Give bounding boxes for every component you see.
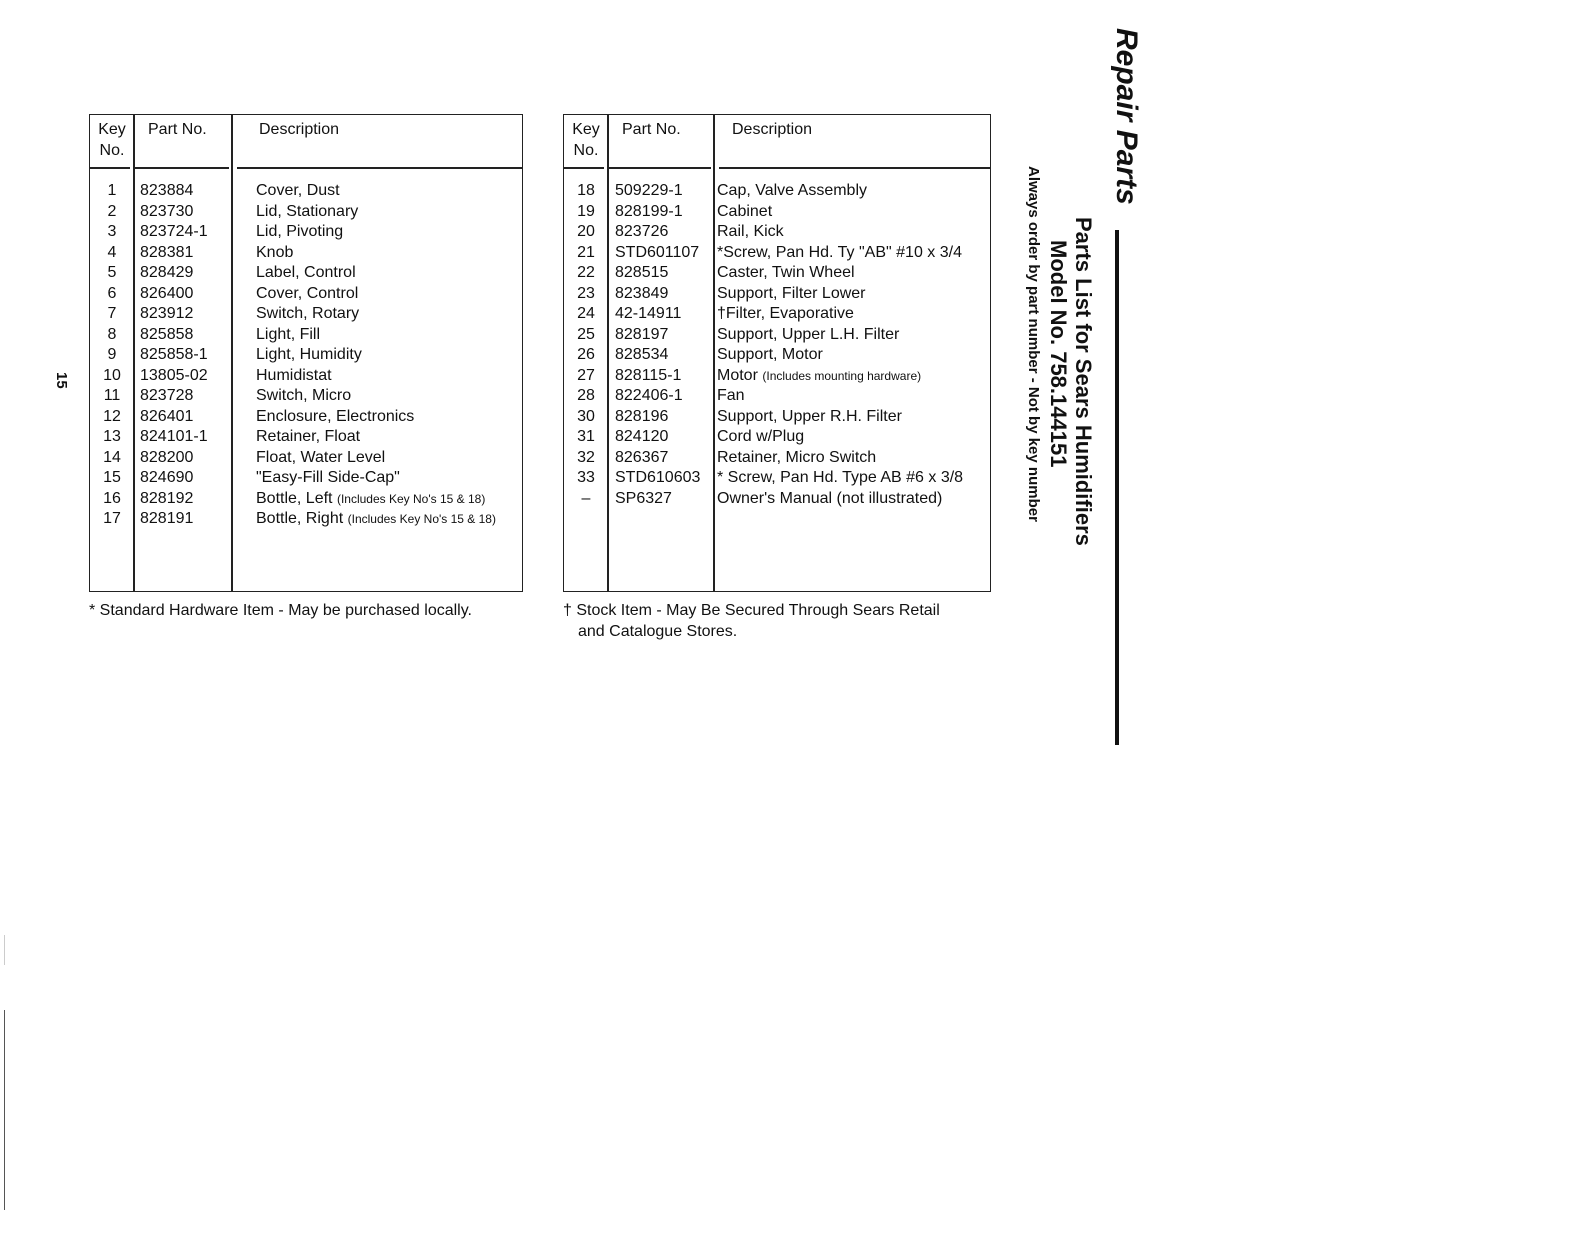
table-row — [90, 365, 522, 386]
table-row — [564, 283, 990, 304]
part-no: 822406-1 — [615, 387, 683, 404]
part-no: 824101-1 — [140, 428, 208, 445]
part-no: 13805-02 — [140, 366, 208, 384]
part-no: 828515 — [615, 264, 669, 281]
description — [717, 344, 823, 365]
part-no: 826400 — [140, 284, 194, 302]
table-row — [90, 344, 522, 365]
part-no: 823912 — [140, 305, 194, 322]
key-no: 1 — [107, 182, 117, 199]
description-text: Light, Fill — [256, 325, 321, 343]
key-no: 30 — [577, 407, 595, 425]
table-row — [90, 303, 522, 324]
key-no-header: Key No. — [572, 121, 600, 159]
description-text: Rail, Kick — [717, 223, 784, 240]
key-no: 17 — [103, 510, 121, 527]
table-row — [564, 365, 990, 386]
description-text: Retainer, Micro Switch — [717, 448, 877, 466]
key-no: 4 — [107, 243, 117, 261]
description — [256, 365, 332, 386]
description-text: Support, Motor — [717, 346, 823, 363]
description — [256, 426, 360, 447]
description — [717, 201, 772, 222]
description — [717, 406, 902, 427]
table-row — [564, 242, 990, 263]
key-no: 7 — [107, 305, 117, 322]
table-row — [90, 385, 522, 406]
description-text: Label, Control — [256, 264, 356, 281]
description — [256, 406, 414, 427]
table-row — [90, 262, 522, 283]
description — [717, 242, 962, 263]
key-no: 15 — [103, 469, 121, 486]
model-number: Model No. 758.144151 — [1046, 240, 1071, 468]
key-no: 2 — [107, 202, 117, 220]
table-row — [90, 508, 522, 529]
description-text: Retainer, Float — [256, 428, 361, 445]
description-text: Humidistat — [256, 366, 332, 384]
table-row — [90, 426, 522, 447]
part-no-header: Part No. — [148, 121, 207, 138]
key-no: 20 — [577, 223, 595, 240]
table-row — [90, 242, 522, 263]
description-note: (Includes Key No's 15 & 18) — [336, 491, 486, 506]
description-text: "Easy-Fill Side-Cap" — [256, 469, 400, 486]
table-row — [564, 262, 990, 283]
description-text: Support, Upper L.H. Filter — [717, 325, 900, 343]
description — [717, 467, 963, 488]
part-no: 824120 — [615, 428, 669, 445]
key-no: 5 — [107, 264, 117, 281]
margin-mark — [4, 1010, 5, 1210]
part-no: 828115-1 — [615, 366, 682, 384]
description — [256, 303, 359, 324]
subtitle: Parts List for Sears Humidifiers — [1071, 217, 1096, 546]
description — [717, 221, 784, 242]
description — [717, 303, 854, 324]
part-no: 828197 — [615, 325, 669, 343]
description-note: (Includes mounting hardware) — [762, 368, 922, 383]
description-header: Description — [732, 121, 813, 138]
key-no: 27 — [577, 366, 595, 384]
description — [256, 508, 496, 530]
part-no: 828191 — [140, 510, 194, 527]
part-no: STD601107 — [615, 243, 700, 261]
description-text: * Screw, Pan Hd. Type AB #6 x 3/8 — [717, 469, 964, 486]
right-parts-table — [563, 114, 991, 592]
footnote-standard-hardware: * Standard Hardware Item - May be purchased locally. — [89, 602, 472, 619]
part-no: 828192 — [140, 489, 194, 507]
table-row — [564, 324, 990, 345]
part-no-header: Part No. — [622, 121, 681, 138]
part-no: STD610603 — [615, 469, 701, 486]
key-no: 33 — [577, 469, 595, 486]
table-row — [564, 467, 990, 488]
description-text: Support, Filter Lower — [717, 284, 866, 302]
description — [717, 365, 921, 387]
table-row — [90, 201, 522, 222]
key-no: 22 — [577, 264, 595, 281]
order-note: Always order by part number - Not by key number — [1025, 166, 1042, 522]
description-text: Fan — [717, 387, 745, 404]
description-note: (Includes Key No's 15 & 18) — [347, 512, 496, 526]
table-row — [90, 467, 522, 488]
table-row — [90, 324, 522, 345]
description-text: Owner's Manual (not illustrated) — [717, 489, 943, 507]
key-no: 24 — [577, 305, 595, 322]
description-text: Caster, Twin Wheel — [717, 264, 855, 281]
table-row — [564, 385, 990, 406]
description — [256, 180, 340, 201]
table-row — [90, 283, 522, 304]
table-row — [564, 406, 990, 427]
key-no: 8 — [107, 325, 117, 343]
part-no: 825858 — [140, 325, 194, 343]
left-parts-table — [89, 114, 523, 592]
description-text: Cord w/Plug — [717, 428, 805, 445]
key-no: 9 — [107, 346, 117, 363]
description-text: Lid, Pivoting — [256, 223, 344, 240]
footnote-stock-item-cont: and Catalogue Stores. — [578, 623, 738, 640]
part-no: 824690 — [140, 469, 194, 486]
section-title: Repair Parts — [1110, 28, 1143, 205]
description — [256, 447, 385, 468]
table-row — [564, 221, 990, 242]
margin-mark — [4, 935, 5, 965]
key-no: 28 — [577, 387, 595, 404]
description-text: Switch, Micro — [256, 387, 352, 404]
description-text: Enclosure, Electronics — [256, 407, 415, 425]
part-no: 823730 — [140, 202, 194, 220]
part-no: 823726 — [615, 223, 669, 240]
part-no: 42-14911 — [615, 305, 682, 322]
table-row — [564, 426, 990, 447]
part-no: 828200 — [140, 448, 194, 466]
part-no: 828199-1 — [615, 202, 683, 220]
table-row — [90, 406, 522, 427]
description-text: Knob — [256, 243, 294, 261]
key-no: 12 — [103, 407, 121, 425]
description-text: Motor — [717, 366, 758, 384]
part-no: 823849 — [615, 284, 669, 302]
description — [717, 324, 899, 345]
key-no: 16 — [103, 489, 121, 507]
description — [256, 262, 356, 283]
description — [717, 447, 876, 468]
table-row — [564, 447, 990, 468]
description-text: Cover, Control — [256, 284, 359, 302]
key-no: – — [581, 489, 591, 507]
key-no: 25 — [577, 325, 595, 343]
description — [717, 283, 866, 304]
table-row — [90, 447, 522, 468]
key-no: 11 — [103, 387, 121, 404]
description — [256, 385, 351, 406]
key-no: 32 — [577, 448, 595, 466]
part-no: 825858-1 — [140, 346, 208, 363]
part-no: 828381 — [140, 243, 194, 261]
table-row — [90, 221, 522, 242]
description — [256, 201, 358, 222]
part-no: 826401 — [140, 407, 194, 425]
key-no-header: Key No. — [98, 121, 126, 159]
description-text: Bottle, Right — [256, 510, 344, 527]
part-no: 509229-1 — [615, 182, 683, 199]
key-no: 18 — [577, 182, 595, 199]
description-text: Switch, Rotary — [256, 305, 360, 322]
key-no: 26 — [577, 346, 595, 363]
description — [256, 324, 320, 345]
description — [717, 426, 804, 447]
table-row — [564, 488, 990, 509]
description-text: †Filter, Evaporative — [717, 305, 854, 322]
table-row — [564, 201, 990, 222]
part-no: 828196 — [615, 407, 669, 425]
description — [717, 180, 867, 201]
key-no: 6 — [107, 284, 117, 302]
description-text: Support, Upper R.H. Filter — [717, 407, 902, 425]
description — [717, 385, 745, 406]
part-no: 828429 — [140, 264, 194, 281]
description-header: Description — [259, 121, 340, 138]
description-text: Light, Humidity — [256, 346, 362, 363]
description-text: Lid, Stationary — [256, 202, 359, 220]
description — [717, 488, 942, 509]
key-no: 23 — [577, 284, 595, 302]
description — [256, 488, 485, 510]
key-no: 14 — [103, 448, 121, 466]
key-no: 19 — [577, 202, 595, 220]
key-no: 21 — [577, 243, 595, 261]
description-text: Cover, Dust — [256, 182, 340, 199]
part-no: SP6327 — [615, 489, 672, 507]
description — [256, 242, 293, 263]
description — [256, 467, 400, 488]
part-no: 823728 — [140, 387, 194, 404]
description-text: Cabinet — [717, 202, 773, 220]
key-no: 31 — [577, 428, 595, 445]
part-no: 823724-1 — [140, 223, 208, 240]
key-no: 3 — [107, 223, 117, 240]
footnote-stock-item: † Stock Item - May Be Secured Through Sears Retail — [563, 602, 940, 619]
key-no: 13 — [103, 428, 121, 445]
key-no: 10 — [103, 366, 121, 384]
table-row — [90, 488, 522, 509]
page-number: 15 — [53, 372, 70, 389]
description-text: Float, Water Level — [256, 448, 386, 466]
description-text: Cap, Valve Assembly — [717, 182, 867, 199]
description-text: Bottle, Left — [256, 489, 333, 507]
table-row — [90, 180, 522, 201]
description — [717, 262, 855, 283]
part-no: 823884 — [140, 182, 194, 199]
description — [256, 344, 362, 365]
section-title-rule — [1115, 230, 1119, 745]
table-row — [564, 303, 990, 324]
part-no: 828534 — [615, 346, 669, 363]
table-row — [564, 344, 990, 365]
description-text: *Screw, Pan Hd. Ty "AB" #10 x 3/4 — [717, 243, 962, 261]
table-row — [564, 180, 990, 201]
description — [256, 283, 358, 304]
part-no: 826367 — [615, 448, 669, 466]
description — [256, 221, 343, 242]
